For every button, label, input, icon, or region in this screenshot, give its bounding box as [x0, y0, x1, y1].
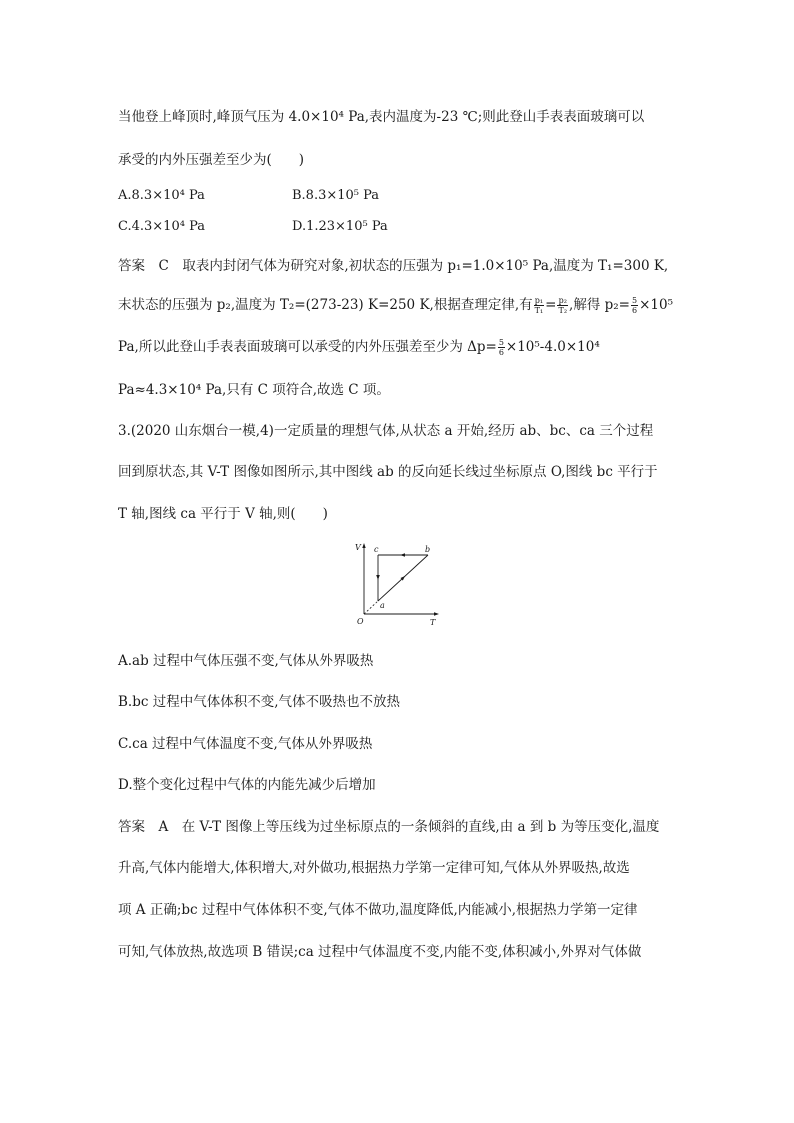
q2-option-c: C.4.3×10⁴ Pa: [118, 219, 205, 234]
q3-option-c: C.ca 过程中气体温度不变,气体从外界吸热: [118, 736, 373, 752]
q2-answer-line3: [118, 338, 600, 357]
q2-stem-line2: 承受的内外压强差至少为( ): [118, 152, 305, 168]
ca-direction-arrow: [376, 575, 380, 580]
point-a-label: a: [380, 601, 385, 610]
point-c-label: c: [374, 545, 379, 554]
q2-answer-line2-text-c: ×10⁵: [639, 297, 673, 313]
q3-answer-line4: 可知,气体放热,故选项 B 错误;ca 过程中气体温度不变,内能不变,体积减小,外界对气体做: [118, 944, 642, 960]
q3-stem-line2: 回到原状态,其 V-T 图像如图所示,其中图线 ab 的反向延长线过坐标原点 O,图线 bc 平行于: [118, 464, 658, 480]
q2-option-b: B.8.3×10⁵ Pa: [292, 188, 380, 203]
q3-answer-line3: 项 A 正确;bc 过程中气体体积不变,气体不做功,温度降低,内能减小,根据热力学第一定律: [118, 902, 638, 918]
ab-extension-dashed: [364, 601, 378, 614]
q3-option-a: A.ab 过程中气体压强不变,气体从外界吸热: [118, 653, 374, 669]
q2-answer-line2: 末状态的压强为 p₂,温度为 T₂=(273-23) K=250 K,根据查理定律,有 $\frac{\text{p₁}}{\text{T₁}}$ = $\frac{\text{p₂}}{\text{T₂}}$ ,解得 p₂= $\frac{5}{6}$ ×10⁵: [118, 296, 673, 315]
five-sixths-fraction: $\frac{5}{6}$: [631, 296, 638, 315]
q2-answer-line3-text-b: ×10⁵-4.0×10⁴: [505, 339, 600, 355]
q2-option-d: D.1.23×10⁵ Pa: [292, 219, 388, 234]
charles-law-fraction-left: $\frac{\text{p₁}}{\text{T₁}}$: [534, 296, 544, 315]
axis-t-label: T: [430, 618, 436, 627]
q3-answer-line1: 答案 A 在 V-T 图像上等压线为过坐标原点的一条倾斜的直线,由 a 到 b 为等压变化,温度: [118, 819, 660, 835]
q3-option-d: D.整个变化过程中气体的内能先减少后增加: [118, 777, 376, 793]
origin-label: O: [357, 617, 364, 626]
q2-answer-line1: 答案 C 取表内封闭气体为研究对象,初状态的压强为 p₁=1.0×10⁵ Pa,温度为 T₁=300 K,: [118, 258, 669, 274]
q3-answer-line2: 升高,气体内能增大,体积增大,对外做功,根据热力学第一定律可知,气体从外界吸热,故选: [118, 860, 630, 876]
axis-v-label: V: [355, 543, 361, 552]
delta-p-fraction: $\frac{5}{6}$: [498, 338, 504, 357]
v-axis-arrow: [362, 543, 365, 548]
q3-option-b: B.bc 过程中气体体积不变,气体不吸热也不放热: [118, 694, 400, 710]
q2-answer-line3-text-a: Pa,所以此登山手表表面玻璃可以承受的内外压强差至少为 Δp=: [118, 339, 497, 355]
q2-answer-line4: Pa≈4.3×10⁴ Pa,只有 C 项符合,故选 C 项。: [118, 382, 390, 398]
v-t-diagram: [350, 540, 450, 630]
bc-direction-arrow: [400, 553, 405, 557]
q2-option-a: A.8.3×10⁴ Pa: [118, 188, 205, 203]
point-b-label: b: [425, 545, 431, 554]
q3-stem-line1: 3.(2020 山东烟台一模,4)一定质量的理想气体,从状态 a 开始,经历 ab、bc、ca 三个过程: [118, 423, 654, 439]
t-axis-arrow: [434, 612, 439, 615]
q2-answer-line2-text-b: ,解得 p₂=: [569, 297, 630, 313]
q3-stem-line3: T 轴,图线 ca 平行于 V 轴,则( ): [118, 506, 328, 522]
v-t-diagram-svg: [350, 540, 450, 630]
charles-law-fraction-right: $\frac{\text{p₂}}{\text{T₂}}$: [558, 296, 568, 315]
q2-answer-line2-text-a: 末状态的压强为 p₂,温度为 T₂=(273-23) K=250 K,根据查理定律,有: [118, 297, 533, 313]
q2-stem-line1: 当他登上峰顶时,峰顶气压为 4.0×10⁴ Pa,表内温度为-23 ℃;则此登山手表表面玻璃可以: [118, 109, 645, 125]
